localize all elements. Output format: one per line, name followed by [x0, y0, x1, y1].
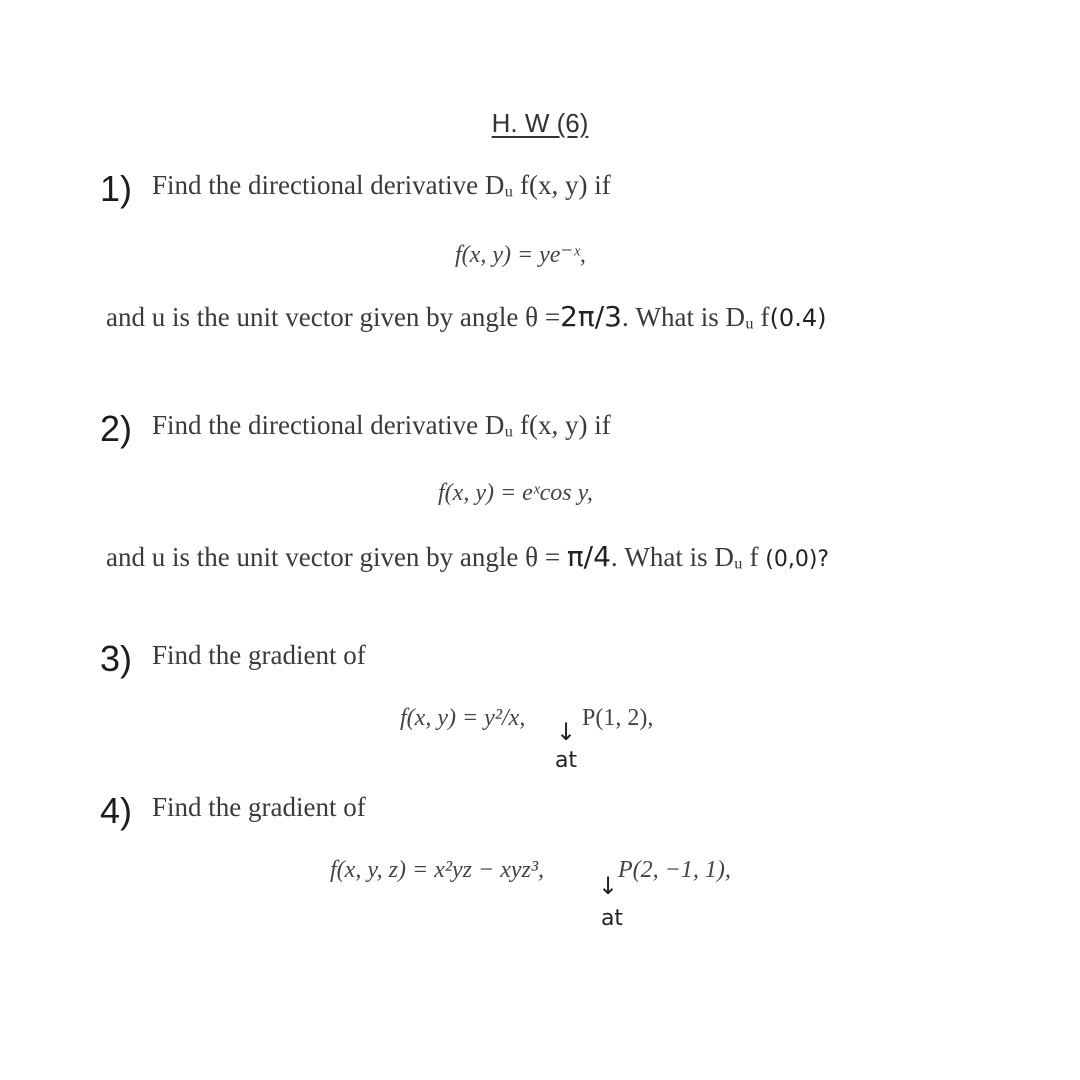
question-3-prompt: Find the gradient of: [152, 640, 366, 670]
question-2-handwritten-angle: π/4: [566, 540, 611, 573]
question-2-line-printed-2: . What is Dᵤ f: [610, 542, 759, 572]
question-1-line: [106, 300, 826, 333]
homework-title: [0, 108, 1080, 139]
question-2-line-printed: and u is the unit vector given by angle θ =: [106, 542, 561, 572]
question-1-prompt: Find the directional derivative Dᵤ f(x, y) if: [152, 170, 611, 200]
question-3-point: P(1, 2),: [582, 705, 654, 731]
question-1-line-printed-2: . What is Dᵤ f: [621, 302, 770, 332]
question-1-handwritten-point: (0.4): [769, 304, 827, 332]
question-4-prompt: Find the gradient of: [152, 792, 366, 822]
question-2-handwritten-point: (0,0)?: [765, 547, 830, 572]
homework-title-text: H. W (6): [491, 108, 589, 138]
question-4-equation: f(x, y, z) = x²yz − xyz³,: [330, 857, 545, 883]
question-4-annotation: at: [600, 906, 624, 931]
question-4-arrow-icon: ↓: [598, 872, 619, 900]
question-3-number: 3): [100, 638, 133, 679]
question-2-number: 2): [100, 408, 133, 449]
question-2-prompt: Find the directional derivative Dᵤ f(x, y) if: [152, 410, 611, 440]
question-3-arrow-icon: ↓: [556, 718, 577, 746]
question-1-handwritten-angle: 2π/3: [560, 300, 622, 333]
question-1-line-printed: and u is the unit vector given by angle θ =: [106, 302, 561, 332]
question-4-number: 4): [100, 790, 133, 831]
question-3-equation: f(x, y) = y²/x,: [400, 705, 526, 731]
question-2-equation: f(x, y) = eˣcos y,: [438, 480, 593, 506]
question-4-point: P(2, −1, 1),: [618, 857, 731, 883]
question-3-annotation: at: [554, 748, 578, 773]
question-2-line: [106, 540, 829, 573]
question-1-equation: f(x, y) = ye⁻ˣ,: [455, 242, 586, 268]
question-1-number: 1): [100, 168, 133, 209]
